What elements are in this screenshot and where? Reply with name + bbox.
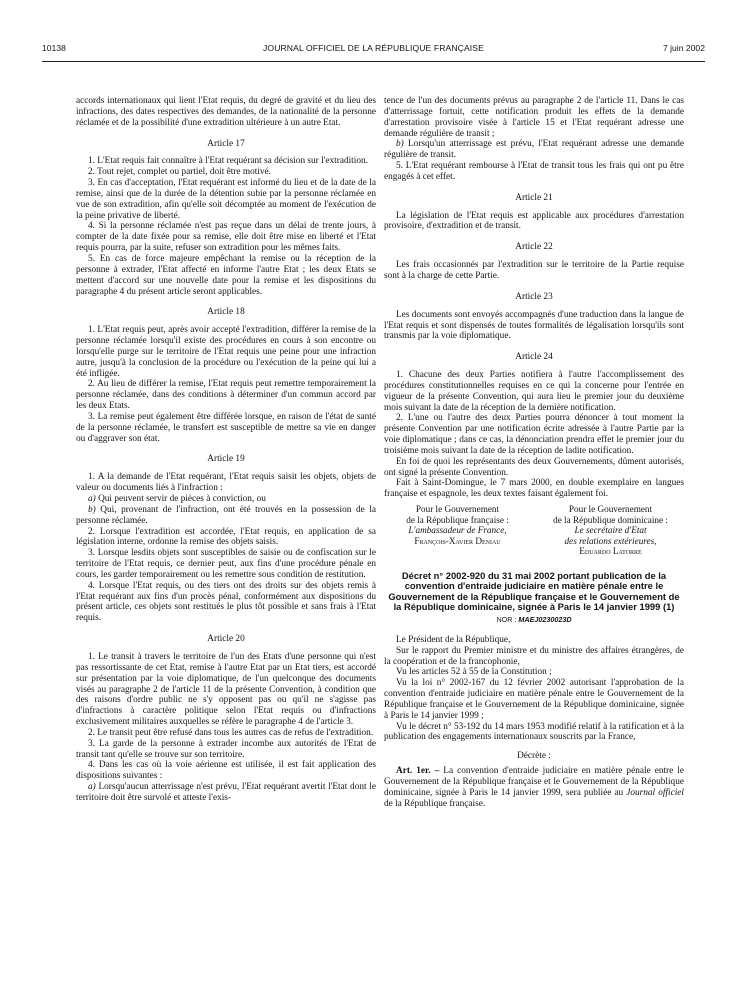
item-label: b)	[88, 504, 96, 515]
signature-block	[384, 504, 684, 557]
paragraph: 3. Lorsque lesdits objets sont susceptibles de saisie ou de confiscation sur le territoire de l'Etat requis, ce dernier peut, aux fins d'une procédure pénale en cours, les garder temporairement ou les remettre sous condition de restitution.	[76, 548, 376, 580]
paragraph: Les documents sont envoyés accompagnés d'une traduction dans la langue de l'Etat requis et sont dispensés de toutes formalités de légalisation lorsqu'ils sont transmis par la voie diplomatique.	[384, 309, 684, 342]
paragraph: 4. Lorsque l'Etat requis, ou des tiers ont des droits sur des objets remis à l'Etat requérant aux fins d'un procès pénal, conformément aux dispositions du présent article, ces objets sont restitués le plus tôt possible et sans frais à l'Etat requis.	[76, 580, 376, 624]
continued-paragraph: tence de l'un des documents prévus au paragraphe 2 de l'article 11. Dans le cas d'atterrissage fortuit, cette notification produit les effets de la demande d'arrestation provisoire visée à l'article 15 et l'Etat requérant adresse une demande régulière de transit ;	[384, 96, 684, 139]
paragraph: Vu la loi n° 2002-167 du 12 février 2002 autorisant l'approbation de la convention d'entraide judiciaire en matière pénale entre le Gouvernement de la République française et le Gouvernement de la République dominicaine, signée à Paris le 14 janvier 1999 ;	[384, 678, 684, 721]
item-text: Qui peuvent servir de pièces à conviction, ou	[95, 494, 266, 504]
signature-line: de la République dominicaine :	[553, 514, 668, 525]
paragraph: Les frais occasionnés par l'extradition sur le territoire de la Partie requise sont à la charge de cette Partie.	[384, 260, 684, 281]
article-1-label: Art. 1er. –	[396, 766, 440, 777]
article-20-heading: Article 20	[207, 634, 245, 645]
article-22-heading: Article 22	[515, 242, 553, 253]
signature-line: Pour le Gouvernement	[568, 504, 653, 515]
paragraph: La législation de l'Etat requis est applicable aux procédures d'arrestation provisoire, d'extradition et de transit.	[384, 210, 684, 232]
signatory-title: des relations extérieures,	[564, 535, 657, 546]
item-text: Lorsqu'un atterrissage est prévu, l'Etat requérant adresse une demande régulière de transit.	[384, 139, 684, 161]
paragraph: 1. Chacune des deux Parties notifiera à l'autre l'accomplissement des procédures constitutionnelles requises en ce qui la concerne pour l'entrée en vigueur de la présente Convention, qui aura lieu le premier jour du deuxième mois suivant la date de la réception de la dernière notification.	[384, 370, 684, 413]
header-rule	[42, 61, 705, 62]
paragraph: 5. En cas de force majeure empêchant la remise ou la réception de la personne à extrader, l'Etat affecté en informe l'autre Etat ; les deux Etats se mettent d'accord sur une nouvelle date pour la remise et les dispositions du paragraphe 4 du présent article seront applicables.	[76, 253, 376, 297]
right-column	[384, 96, 684, 810]
paragraph: 2. Le transit peut être refusé dans tous les autres cas de refus de l'extradition.	[88, 727, 374, 738]
list-item	[76, 782, 376, 804]
publication-date: 7 juin 2002	[662, 43, 705, 53]
journal-title: JOURNAL OFFICIEL DE LA RÉPUBLIQUE FRANÇAISE	[263, 43, 484, 53]
article-1	[384, 766, 684, 809]
paragraph: 5. L'Etat requérant rembourse à l'Etat de transit tous les frais qui ont pu être engagés à cet effet.	[384, 161, 684, 182]
signature-france	[384, 504, 531, 557]
signatory-title: Le secrétaire d'Etat	[574, 525, 647, 536]
paragraph: 2. Au lieu de différer la remise, l'Etat requis peut remettre temporairement la personne réclamée, dans des conditions à déterminer d'un commun accord par les deux Etats.	[76, 379, 376, 412]
article-24-heading: Article 24	[515, 352, 553, 363]
article-21-heading: Article 21	[515, 192, 553, 203]
paragraph: 1. Le transit à travers le territoire de l'un des Etats d'une personne qui n'est pas ressortissante de cet Etat, remise à l'autre Etat par un Etat tiers, est accordé sur présentation par la voie diplomatique, de l'un quelconque des documents visés au paragraphe 2 de l'article 11 de la présente Convention, à condition que des raisons d'ordre public ne s'y opposent pas ou qu'il ne s'agisse pas d'infractions à caractère politique selon l'Etat requis ou d'infractions exclusivement militaires auxquelles se réfère le paragraphe 4 de l'article 3.	[76, 651, 376, 728]
paragraph: 2. Lorsque l'extradition est accordée, l'Etat requis, en application de sa législation interne, ordonne la remise des objets saisis.	[76, 526, 376, 548]
paragraph: 4. Dans les cas où la voie aérienne est utilisée, il est fait application des dispositions suivantes :	[76, 760, 376, 782]
signatory-title: L'ambassadeur de France,	[408, 525, 507, 536]
signature-line: Pour le Gouvernement	[415, 504, 500, 515]
paragraph: Sur le rapport du Premier ministre et du ministre des affaires étrangères, de la coopération et de la francophonie,	[384, 645, 684, 667]
decree-title: Décret n° 2002-920 du 31 mai 2002 portant publication de la convention d'entraide judiciaire en matière pénale entre le Gouvernement de la République française et le Gouvernement de la République dominicaine, signée à Paris le 14 janvier 1999 (1)	[388, 569, 680, 613]
article-17-heading: Article 17	[207, 138, 245, 149]
item-text: Qui, provenant de l'infraction, ont été trouvés en la possession de la personne réclamée.	[76, 504, 376, 526]
signature-dominicaine	[537, 504, 684, 557]
paragraph: 1. A la demande de l'Etat requérant, l'Etat requis saisit les objets, objets de valeur ou documents liés à l'infraction :	[76, 472, 376, 494]
article-18-heading: Article 18	[207, 307, 245, 318]
nor-reference	[384, 615, 684, 626]
item-label: a)	[88, 494, 96, 504]
page-header	[42, 43, 705, 57]
signature-line: de la République française :	[406, 514, 509, 525]
list-item	[76, 505, 376, 527]
decrete-heading: Décrète :	[517, 751, 551, 762]
paragraph: Fait à Saint-Domingue, le 7 mars 2000, en double exemplaire en langues française et espagnole, les deux textes faisant également foi.	[384, 478, 684, 500]
signatory-name: François-Xavier Deniau	[414, 535, 501, 546]
article-23-heading: Article 23	[515, 291, 553, 302]
list-item	[384, 139, 684, 161]
paragraph: 2. L'une ou l'autre des deux Parties pourra dénoncer à tout moment la présente Convention par une notification écrite adressée à l'autre Partie par la voie diplomatique ; dans ce cas, la dénonciation prendra effet le premier jour du troisième mois suivant la date de la réception de ladite notification.	[384, 413, 684, 456]
item-text: Lorsqu'aucun atterrissage n'est prévu, l'Etat requérant avertit l'Etat dont le territoire doit être survolé et atteste l'exis-	[76, 782, 376, 803]
paragraph: 2. Tout rejet, complet ou partiel, doit être motivé.	[88, 167, 272, 178]
paragraph: 3. La remise peut également être différée lorsque, en raison de l'état de santé de la personne réclamée, le transfert est susceptible de mettre sa vie en danger ou d'aggraver son état.	[76, 411, 376, 444]
article-1-text: La convention d'entraide judiciaire en matière pénale entre le Gouvernement de la République française et le Gouvernement de la République dominicaine, signée à Paris le 14 janvier 1999, sera publiée au	[384, 766, 684, 798]
page-number: 10138	[42, 43, 66, 53]
paragraph: 3. En cas d'acceptation, l'Etat requérant est informé du lieu et de la date de la remise, ainsi que de la durée de la détention subie par la personne réclamée en vue de son extradition, afin qu'elle soit décomptée au moment de l'exécution de la peine privative de liberté.	[76, 178, 376, 221]
signatory-name: Eduardo Latorre	[579, 546, 642, 557]
paragraph: En foi de quoi les représentants des deux Gouvernements, dûment autorisés, ont signé la présente Convention.	[384, 456, 684, 478]
item-label: b)	[396, 139, 404, 150]
paragraph: Vu le décret n° 53-192 du 14 mars 1953 modifié relatif à la ratification et à la publication des engagements internationaux souscrits par la France,	[384, 721, 684, 743]
left-column	[76, 96, 376, 804]
article-1-text-end: de la République française.	[384, 798, 486, 809]
paragraph: 4. Si la personne réclamée n'est pas reçue dans un délai de trente jours, à compter de la date fixée pour sa remise, elle doit être mise en liberté et l'Etat requis pourra, par la suite, refuser son extradition pour les mêmes faits.	[76, 221, 376, 254]
article-19-heading: Article 19	[207, 454, 245, 465]
journal-officiel-ref: Journal officiel	[626, 787, 685, 798]
nor-label: NOR :	[496, 615, 519, 625]
paragraph: 1. L'Etat requis fait connaître à l'Etat requérant sa décision sur l'extradition.	[88, 156, 368, 167]
paragraph: Vu les articles 52 à 55 de la Constitution ;	[396, 667, 552, 678]
paragraph: Le Président de la République,	[396, 634, 511, 645]
item-label: a)	[88, 782, 96, 793]
list-item	[76, 494, 376, 505]
paragraph: 1. L'Etat requis peut, après avoir accepté l'extradition, différer la remise de la personne réclamée lorsqu'il existe des procédures en cours à son encontre ou lorsqu'elle purge sur le territoire de l'Etat requis une peine pour une infraction autre, jusqu'à la conclusion de la procédure ou l'exécution de la peine qui lui a été infligée.	[76, 325, 376, 379]
paragraph: 3. La garde de la personne à extrader incombe aux autorités de l'Etat de transit tant qu'elle se trouve sur son territoire.	[76, 738, 376, 760]
continued-paragraph: accords internationaux qui lient l'Etat requis, du degré de gravité et du lieu des infractions, des dates respectives des demandes, de la nationalité de la personne réclamée et de la possibilité d'une extradition ultérieure à un autre Etat.	[76, 96, 376, 128]
nor-code: MAEJ0230023D	[518, 615, 572, 625]
